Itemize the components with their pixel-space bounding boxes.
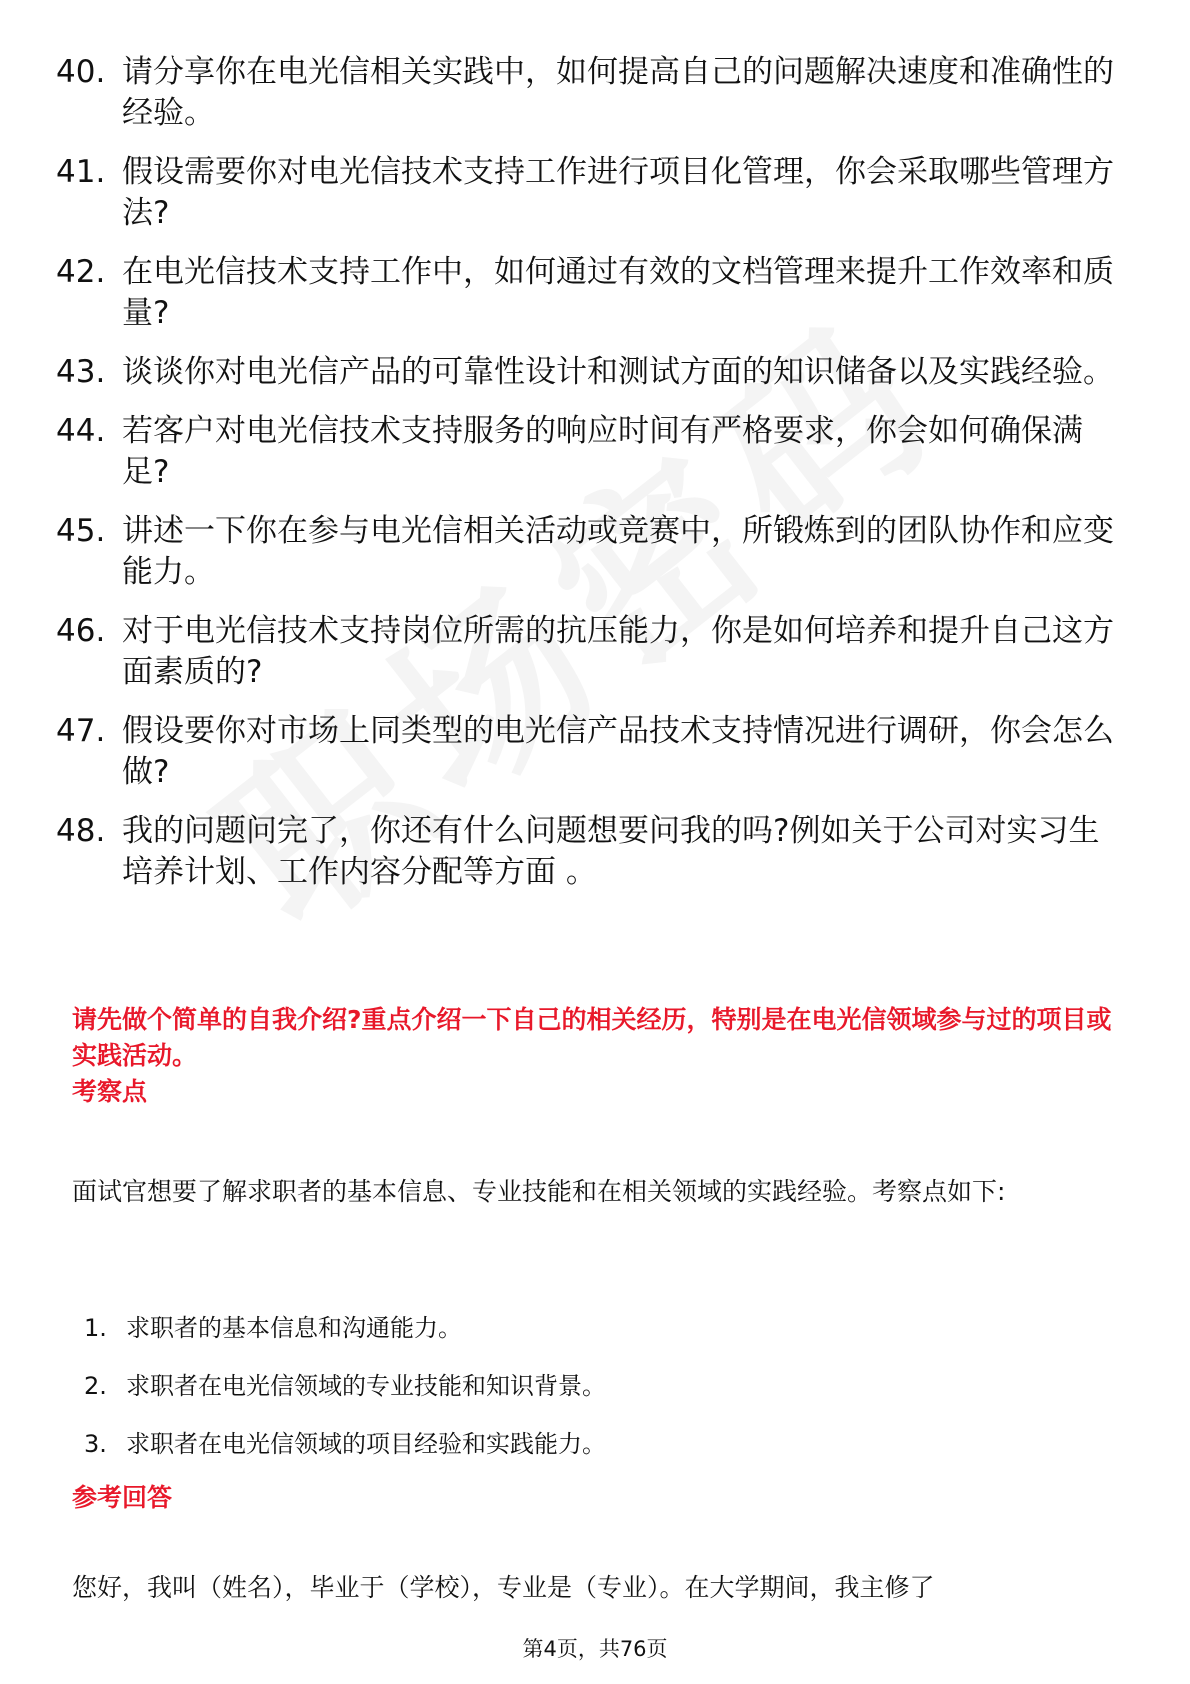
question-item <box>56 252 1116 334</box>
question-number: 43. <box>56 354 106 390</box>
question-number: 40. <box>56 54 106 90</box>
question-item <box>56 811 1116 893</box>
question-text: 若客户对电光信技术支持服务的响应时间有严格要求，你会如何确保满足? <box>122 413 1083 490</box>
question-text: 请分享你在电光信相关实践中，如何提高自己的问题解决速度和准确性的经验。 <box>122 54 1114 131</box>
question-item <box>56 411 1116 493</box>
list-item-number: 2. <box>84 1372 107 1400</box>
reference-answer-label: 参考回答 <box>72 1483 173 1512</box>
answer-paragraph: 您好，我叫（姓名），毕业于（学校），专业是（专业）。在大学期间，我主修了 <box>72 1573 935 1602</box>
question-number: 44. <box>56 413 106 449</box>
question-text: 讲述一下你在参与电光信相关活动或竞赛中，所锻炼到的团队协作和应变能力。 <box>122 513 1114 590</box>
list-item-number: 1. <box>84 1314 107 1342</box>
question-number: 46. <box>56 613 106 649</box>
question-text: 在电光信技术支持工作中，如何通过有效的文档管理来提升工作效率和质量? <box>122 254 1114 331</box>
question-text: 我的问题问完了，你还有什么问题想要问我的吗?例如关于公司对实习生培养计划、工作内容分配等方面 。 <box>122 813 1100 890</box>
question-number: 42. <box>56 254 106 290</box>
list-item <box>72 1429 1112 1487</box>
question-text: 谈谈你对电光信产品的可靠性设计和测试方面的知识储备以及实践经验。 <box>122 354 1114 390</box>
question-number: 41. <box>56 154 106 190</box>
question-number: 47. <box>56 713 106 749</box>
list-item <box>72 1371 1112 1429</box>
intro-paragraph: 面试官想要了解求职者的基本信息、专业技能和在相关领域的实践经验。考察点如下: <box>72 1177 1006 1206</box>
focus-question-heading: 请先做个简单的自我介绍?重点介绍一下自己的相关经历，特别是在电光信领域参与过的项目或实践活动。 <box>72 1005 1112 1070</box>
list-item-text: 求职者在电光信领域的项目经验和实践能力。 <box>126 1430 606 1458</box>
question-item <box>56 511 1116 593</box>
question-list <box>56 52 1116 911</box>
question-item <box>56 52 1116 134</box>
question-text: 对于电光信技术支持岗位所需的抗压能力，你是如何培养和提升自己这方面素质的? <box>122 613 1114 690</box>
examination-points-label: 考察点 <box>72 1077 148 1106</box>
list-item-number: 3. <box>84 1430 107 1458</box>
question-item <box>56 152 1116 234</box>
question-number: 45. <box>56 513 106 549</box>
list-item <box>72 1313 1112 1371</box>
list-item-text: 求职者在电光信领域的专业技能和知识背景。 <box>126 1372 606 1400</box>
question-item <box>56 711 1116 793</box>
list-item-text: 求职者的基本信息和沟通能力。 <box>126 1314 462 1342</box>
question-item <box>56 352 1116 393</box>
page-footer: 第4页，共76页 <box>522 1637 668 1661</box>
question-number: 48. <box>56 813 106 849</box>
examination-points-list <box>72 1313 1112 1487</box>
question-item <box>56 611 1116 693</box>
question-text: 假设要你对市场上同类型的电光信产品技术支持情况进行调研，你会怎么做? <box>122 713 1114 790</box>
question-text: 假设需要你对电光信技术支持工作进行项目化管理，你会采取哪些管理方法? <box>122 154 1114 231</box>
